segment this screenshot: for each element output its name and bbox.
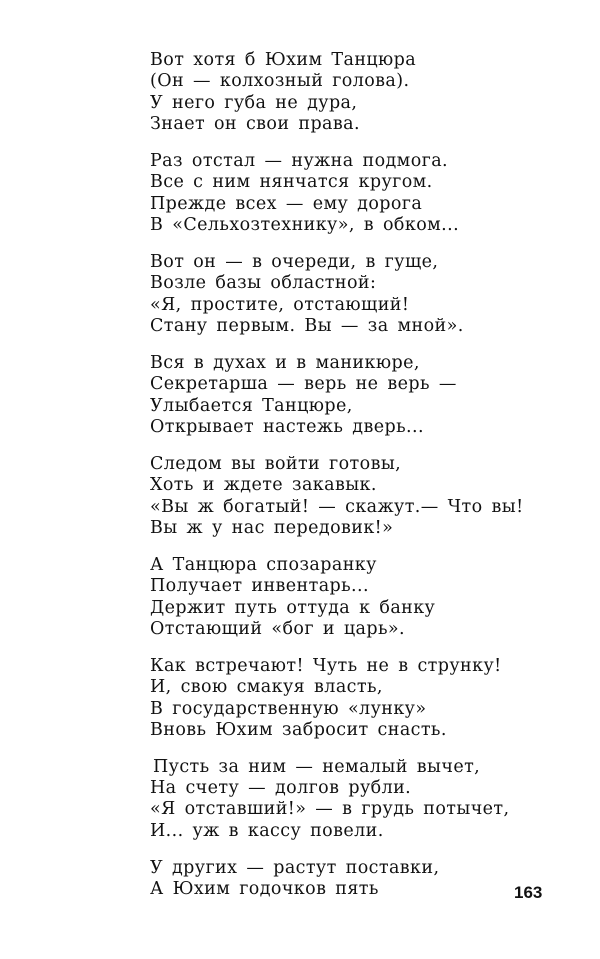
poem-line: На счету — долгов рубли.: [150, 778, 412, 799]
poem-line: Прежде всех — ему дорога: [150, 193, 423, 214]
poem-line: Вот хотя б Юхим Танцюра: [150, 50, 417, 70]
stanza-6: [150, 555, 550, 641]
stanza-4: [150, 353, 550, 439]
poem-line: Открывает настежь дверь...: [150, 417, 424, 438]
stanza-9: [150, 858, 550, 901]
poem-page: [150, 50, 550, 916]
poem-line: «Я, простите, отстающий!: [150, 294, 410, 315]
poem-line: Возле базы областной:: [150, 273, 377, 294]
poem-line: Получает инвентарь...: [150, 576, 369, 597]
poem-line: Секретарша — верь не верь —: [150, 374, 457, 395]
poem-line: Пусть за ним — немалый вычет,: [153, 756, 481, 777]
poem-line: (Он — колхозный голова).: [150, 71, 410, 92]
poem-line: И... уж в кассу повели.: [150, 820, 384, 841]
stanza-5: [150, 454, 550, 540]
stanza-2: [150, 151, 550, 237]
poem-line: «Вы ж богатый! — скажут.— Что вы!: [150, 496, 524, 517]
poem-line: Улыбается Танцюре,: [150, 395, 353, 416]
poem-line: Вновь Юхим забросит снасть.: [150, 719, 447, 740]
poem-line: Раз отстал — нужна подмога.: [150, 150, 448, 171]
stanza-3: [150, 252, 550, 338]
poem-line: Вот он — в очереди, в гуще,: [150, 251, 439, 272]
poem-line: Держит путь оттуда к банку: [150, 597, 436, 618]
poem-line: У него губа не дура,: [150, 92, 358, 113]
poem-line: Все с ним нянчатся кругом.: [150, 172, 433, 193]
poem-line: В государственную «лунку»: [150, 698, 427, 719]
poem-line: Стану первым. Вы — за мной».: [150, 316, 464, 337]
poem-line: Вся в духах и в маникюре,: [150, 352, 420, 373]
page-number: 163: [514, 883, 543, 902]
poem-line: И, свою смакуя власть,: [150, 677, 383, 698]
poem-line: Хоть и ждете закавык.: [150, 475, 377, 496]
stanza-8: [150, 757, 550, 843]
poem-line: Знает он свои права.: [150, 114, 360, 135]
poem-line: У других — растут поставки,: [150, 857, 440, 878]
poem-line: В «Сельхозтехнику», в обком...: [150, 215, 460, 236]
poem-line: Следом вы войти готовы,: [150, 453, 402, 474]
poem-line: «Я отставший!» — в грудь потычет,: [150, 799, 510, 820]
poem-line: Отстающий «бог и царь».: [150, 618, 405, 639]
poem-line: Вы ж у нас передовик!»: [150, 517, 394, 538]
poem-line: А Юхим годочков пять: [150, 879, 379, 900]
poem-line: Как встречают! Чуть не в струнку!: [150, 655, 502, 676]
stanza-7: [150, 656, 550, 742]
poem-line: А Танцюра спозаранку: [150, 554, 377, 575]
stanza-1: [150, 50, 550, 136]
